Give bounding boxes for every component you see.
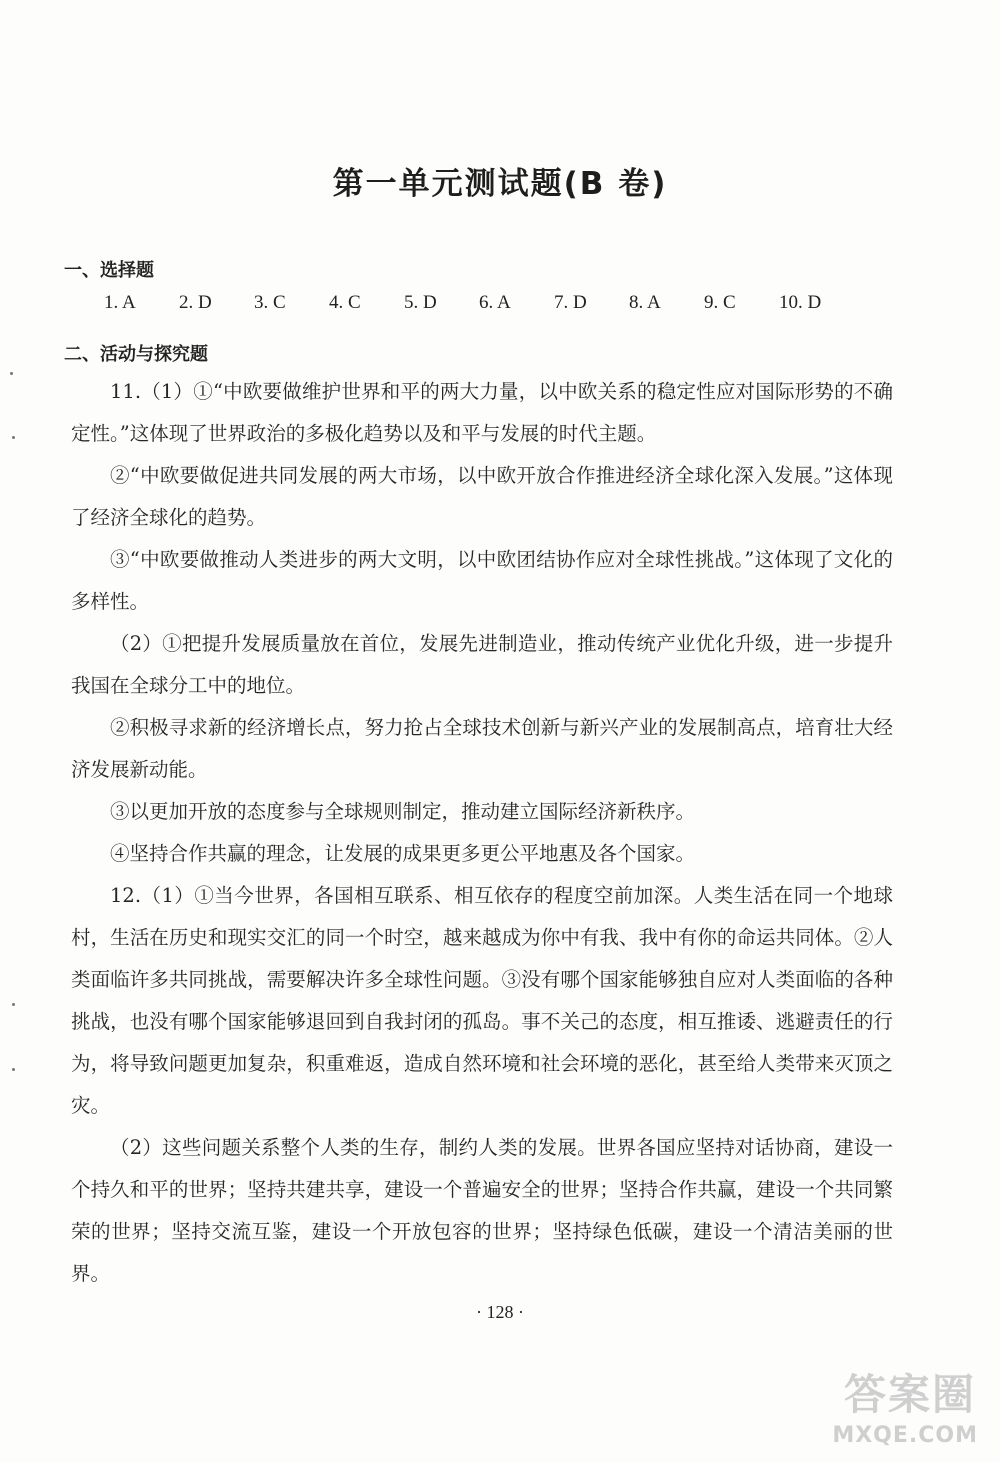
answer-item: 9. C bbox=[704, 292, 736, 313]
paragraph: ②“中欧要做促进共同发展的两大市场，以中欧开放合作推进经济全球化深入发展。”这体现了经济全球化的趋势。 bbox=[71, 464, 893, 529]
paragraph: 11.（1）①“中欧要做维护世界和平的两大力量，以中欧关系的稳定性应对国际形势的不确定性。”这体现了世界政治的多极化趋势以及和平与发展的时代主题。 bbox=[71, 380, 893, 445]
answer-item: 7. D bbox=[554, 292, 587, 313]
watermark-text-en: MXQE.COM bbox=[832, 1423, 978, 1448]
page-number: · 128 · bbox=[476, 1302, 524, 1322]
answer-item: 3. C bbox=[254, 292, 286, 313]
answer-item: 6. A bbox=[479, 292, 511, 313]
scan-speck bbox=[12, 1068, 15, 1071]
answer-item: 5. D bbox=[404, 292, 437, 313]
scan-speck bbox=[10, 372, 13, 375]
answer-item: 8. A bbox=[629, 292, 661, 313]
paragraph: ②积极寻求新的经济增长点，努力抢占全球技术创新与新兴产业的发展制高点，培育壮大经济发展新动能。 bbox=[71, 716, 893, 781]
paragraph: （2）①把提升发展质量放在首位，发展先进制造业，推动传统产业优化升级，进一步提升我国在全球分工中的地位。 bbox=[71, 632, 893, 697]
watermark-logo bbox=[792, 1362, 992, 1452]
paragraph: ③以更加开放的态度参与全球规则制定，推动建立国际经济新秩序。 bbox=[110, 800, 696, 823]
answer-body bbox=[71, 371, 893, 1295]
answer-list bbox=[104, 292, 854, 314]
scan-speck bbox=[12, 1003, 15, 1006]
answer-item: 2. D bbox=[179, 292, 212, 313]
scan-speck bbox=[12, 436, 15, 439]
paragraph: 12.（1）①当今世界，各国相互联系、相互依存的程度空前加深。人类生活在同一个地球村，生活在历史和现实交汇的同一个时空，越来越成为你中有我、我中有你的命运共同体。②人类面临许多共同挑战，需要解决许多全球性问题。③没有哪个国家能够独自应对人类面临的各种挑战，也没有哪个国家能够退回到自我封闭的孤岛。事不关己的态度，相互推诿、逃避责任的行为，将导致问题更加复杂，积重难返，造成自然环境和社会环境的恶化，甚至给人类带来灭顶之灾。 bbox=[71, 884, 893, 1117]
answer-item: 1. A bbox=[104, 292, 136, 313]
watermark-text-cn: 答案圈 bbox=[843, 1370, 976, 1419]
answer-item: 10. D bbox=[779, 292, 822, 313]
section-heading-activity: 二、活动与探究题 bbox=[64, 344, 208, 365]
page-title: 第一单元测试题(B 卷) bbox=[332, 166, 668, 202]
paragraph: ③“中欧要做推动人类进步的两大文明，以中欧团结协作应对全球性挑战。”这体现了文化的多样性。 bbox=[71, 548, 893, 613]
section-heading-choice: 一、选择题 bbox=[64, 260, 154, 281]
paragraph: （2）这些问题关系整个人类的生存，制约人类的发展。世界各国应坚持对话协商，建设一个持久和平的世界；坚持共建共享，建设一个普遍安全的世界；坚持合作共赢，建设一个共同繁荣的世界；坚持交流互鉴，建设一个开放包容的世界；坚持绿色低碳，建设一个清洁美丽的世界。 bbox=[71, 1136, 893, 1285]
paragraph: ④坚持合作共赢的理念，让发展的成果更多更公平地惠及各个国家。 bbox=[110, 842, 696, 865]
answer-item: 4. C bbox=[329, 292, 361, 313]
